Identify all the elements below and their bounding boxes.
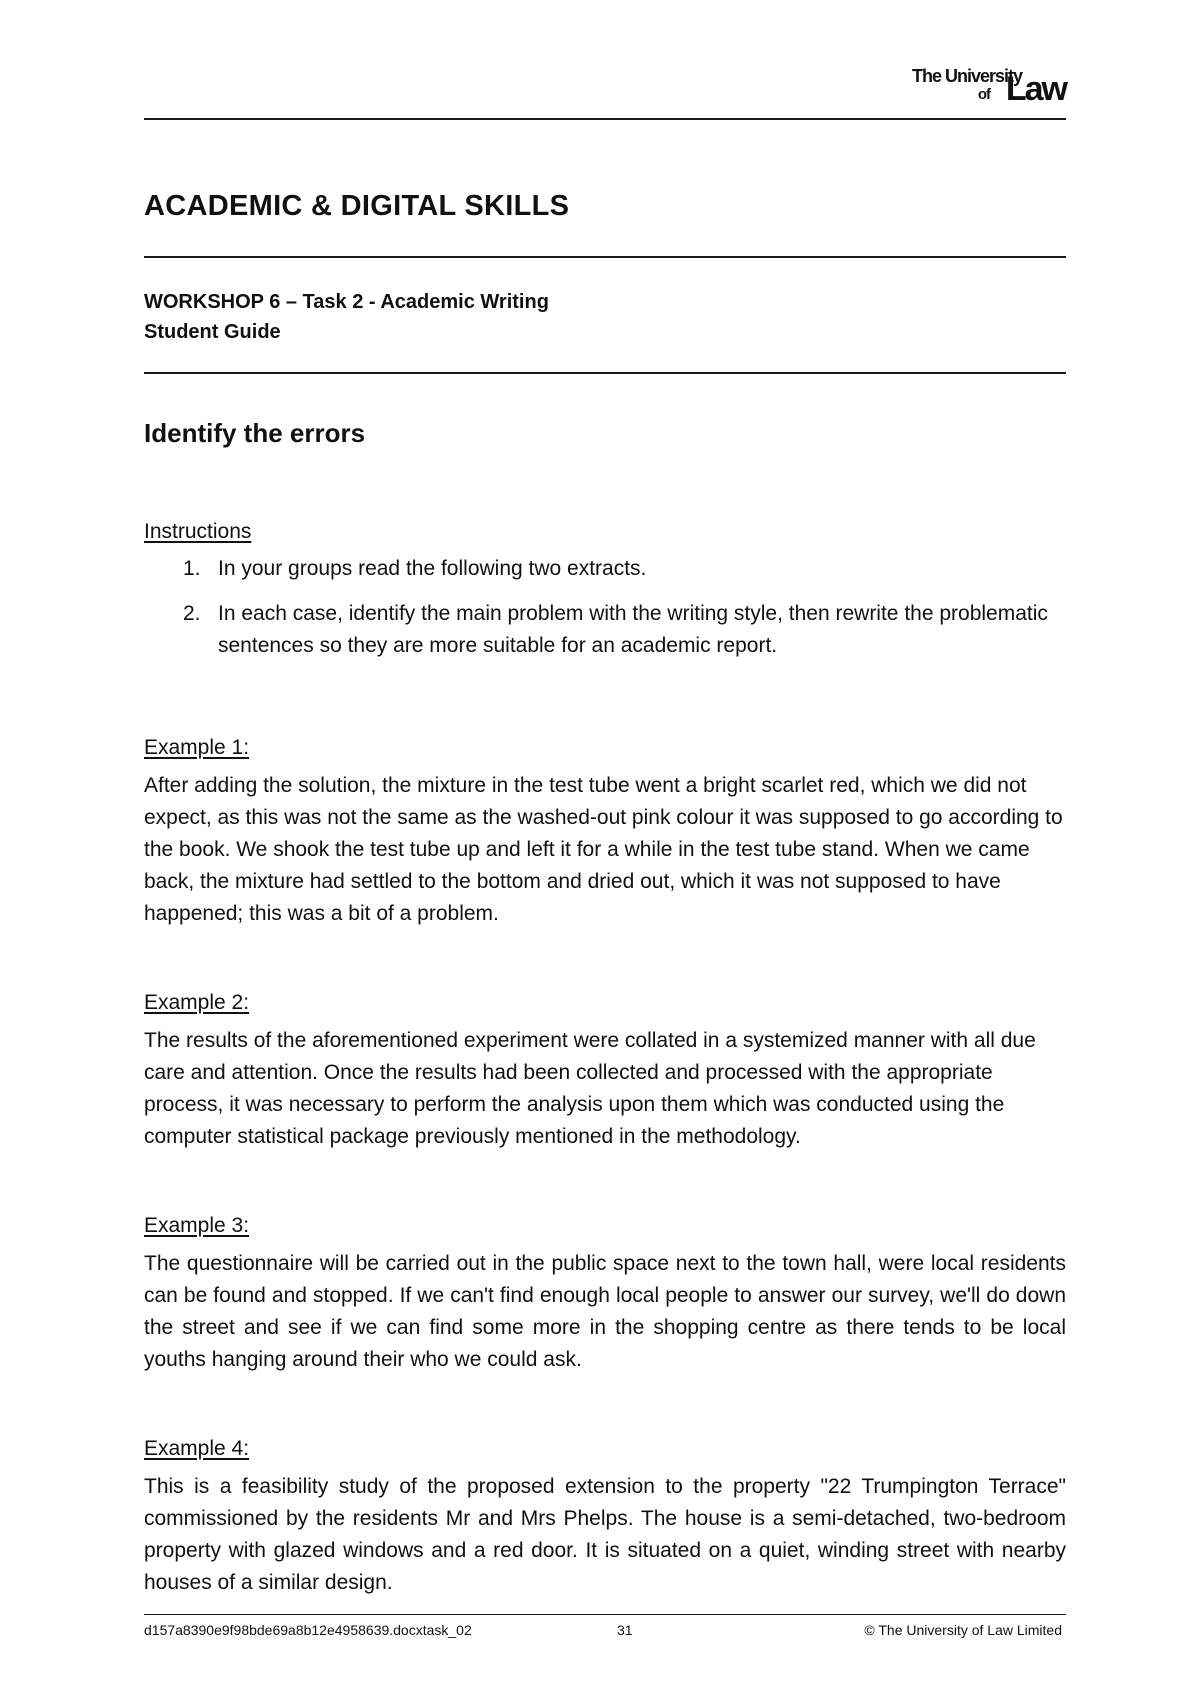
footer-doc-id: d157a8390e9f98bde69a8b12e4958639.docxtask_02 [144,1622,472,1638]
list-item-text: In your groups read the following two extracts. [218,557,647,580]
university-logo [846,66,1066,106]
example-4-label: Example 4: [144,1437,250,1460]
footer-page-number: 31 [617,1622,633,1638]
logo-line-1: The University [911,66,1022,86]
list-item-number: 1. [183,557,201,580]
list-item-number: 2. [183,602,201,625]
section-title: Identify the errors [144,418,366,448]
workshop-title: WORKSHOP 6 – Task 2 - Academic Writing [144,291,549,313]
title-rule [144,256,1066,258]
footer-copyright: © The University of Law Limited [864,1622,1062,1638]
example-3-text: The questionnaire will be carried out in the public space next to the town hall, were local residents can be found and stopped. If we can't find enough local people to answer our survey, we'll do down the street and see if we can find some more in the shopping centre as there tends to be local youths hanging around their who we could ask. [144,1252,1066,1371]
subhead-rule [144,372,1066,374]
example-1-text: After adding the solution, the mixture in the test tube went a bright scarlet red, which we did not expect, as this was not the same as the washed-out pink colour it was supposed to go according to the book. We shook the test tube up and left it for a while in the test tube stand. When we came back, the mixture had settled to the bottom and dried out, which it was not supposed to have happened; this was a bit of a problem. [144,774,1063,925]
workshop-heading [144,287,549,347]
page-footer [144,1622,1066,1642]
logo-line-3: Law [1005,70,1066,108]
example-4-text: This is a feasibility study of the proposed extension to the property "22 Trumpington Terrace" commissioned by the residents Mr and Mrs Phelps. The house is a semi-detached, two-bedroom property with glazed windows and a red door. It is situated on a quiet, winding street with nearby houses of a similar design. [144,1475,1066,1594]
instructions-list [144,553,1066,675]
example-2-label: Example 2: [144,991,250,1014]
list-item-text: In each case, identify the main problem with the writing style, then rewrite the problematic sentences so they are more suitable for an academic report. [218,602,1048,657]
header-rule [144,118,1066,120]
instructions-label: Instructions [144,520,252,543]
list-item [144,598,1066,662]
list-item [144,553,1066,585]
guide-title: Student Guide [144,321,281,343]
example-1-label: Example 1: [144,736,250,759]
footer-rule [144,1614,1066,1615]
example-3-label: Example 3: [144,1214,250,1237]
logo-line-2: of [977,86,990,103]
example-2-text: The results of the aforementioned experiment were collated in a systemized manner with all due care and attention. Once the results had been collected and processed with the appropriate process, it was necessary to perform the analysis upon them which was conducted using the computer statistical package previously mentioned in the methodology. [144,1029,1036,1148]
document-title: ACADEMIC & DIGITAL SKILLS [144,190,570,222]
